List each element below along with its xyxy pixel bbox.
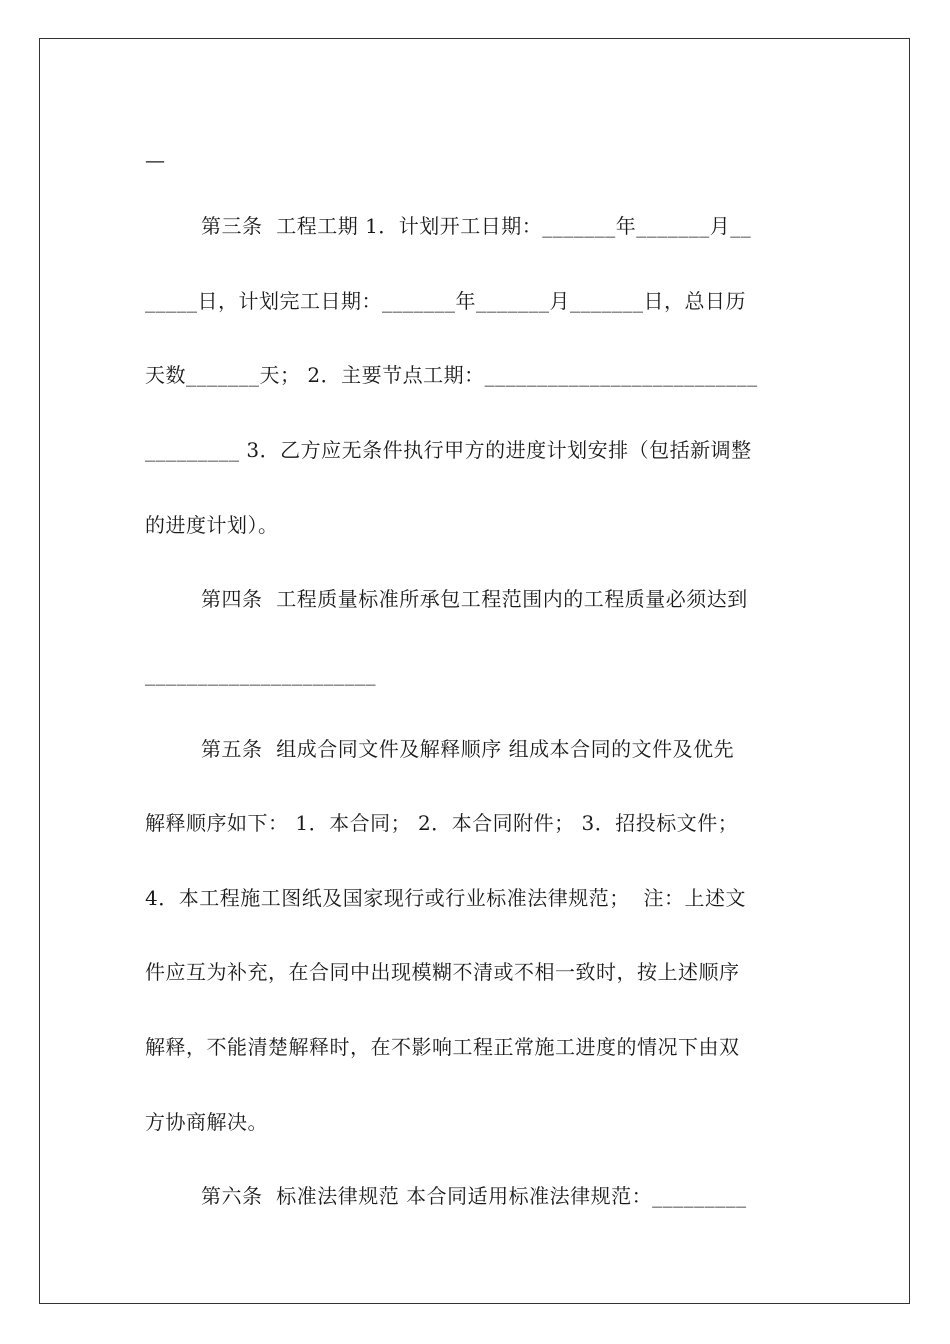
article-4-line-1: 第四条 工程质量标准所承包工程范围内的工程质量必须达到	[201, 587, 748, 611]
article-5-line-1: 第五条 组成合同文件及解释顺序 组成本合同的文件及优先	[201, 737, 735, 761]
article-5-line-3: 4．本工程施工图纸及国家现行或行业标准法律规范； 注：上述文	[145, 886, 746, 910]
article-3-line-5: 的进度计划）。	[145, 513, 279, 537]
continuation-dash: —	[145, 148, 166, 172]
article-6-line-1: 第六条 标准法律规范 本合同适用标准法律规范：_________	[201, 1184, 747, 1208]
article-3-line-2: _____日，计划完工日期：_______年_______月_______日，总日历	[145, 289, 746, 313]
article-3-line-1: 第三条 工程工期 1．计划开工日期：_______年_______月__	[201, 214, 752, 238]
article-3-line-4: _________ 3．乙方应无条件执行甲方的进度计划安排（包括新调整	[145, 438, 752, 462]
article-3-line-3: 天数_______天； 2．主要节点工期：__________________________	[145, 363, 758, 387]
article-5-line-5: 解释，不能清楚解释时，在不影响工程正常施工进度的情况下由双	[145, 1035, 740, 1059]
article-5-line-2: 解释顺序如下： 1．本合同； 2．本合同附件； 3．招投标文件；	[145, 811, 739, 835]
article-5-line-4: 件应互为补充，在合同中出现模糊不清或不相一致时，按上述顺序	[145, 960, 740, 984]
article-4-blank: ______________________	[145, 662, 376, 686]
article-5-line-6: 方协商解决。	[145, 1110, 268, 1134]
